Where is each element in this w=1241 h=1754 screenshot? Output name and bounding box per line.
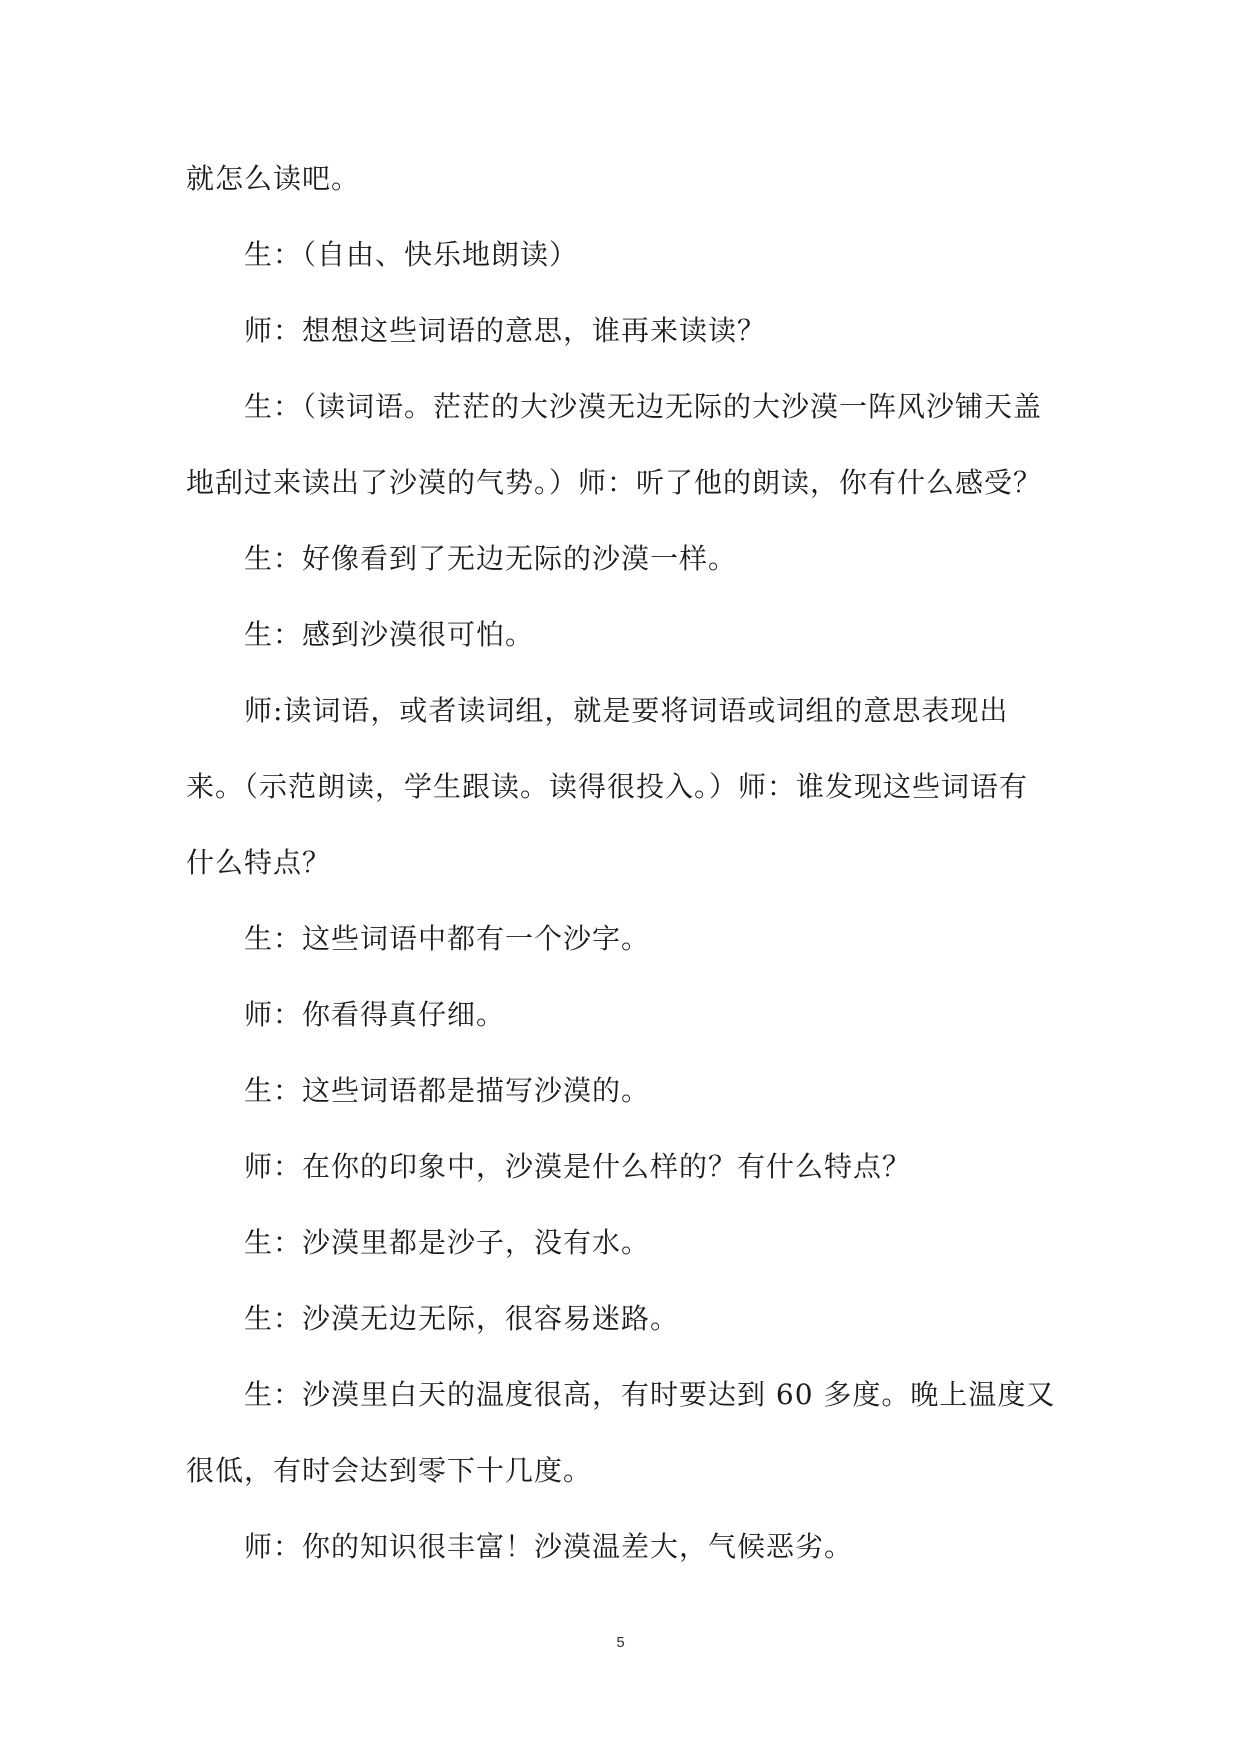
paragraph: 生：这些词语都是描写沙漠的。 (244, 1074, 651, 1107)
paragraph: 就怎么读吧。 (186, 162, 361, 195)
paragraph: 师：想想这些词语的意思，谁再来读读？ (244, 314, 767, 347)
paragraph: 生：好像看到了无边无际的沙漠一样。 (244, 542, 738, 575)
paragraph: 生：沙漠里都是沙子，没有水。 (244, 1226, 651, 1259)
page-number: 5 (616, 1634, 625, 1651)
paragraph: 师：在你的印象中，沙漠是什么样的？有什么特点？ (244, 1150, 912, 1183)
paragraph: 生：沙漠里白天的温度很高，有时要达到 60 多度。晚上温度又很低，有时会达到零下十几度。 (186, 1378, 1056, 1487)
paragraph: 生：感到沙漠很可怕。 (244, 618, 535, 651)
paragraph: 师:读词语，或者读词组，就是要将词语或词组的意思表现出来。（示范朗读，学生跟读。读得很投入。）师：谁发现这些词语有什么特点？ (186, 694, 1029, 879)
paragraph: 生：这些词语中都有一个沙字。 (244, 922, 651, 955)
paragraph: 师：你的知识很丰富！沙漠温差大，气候恶劣。 (244, 1530, 854, 1563)
paragraph: 生：（读词语。茫茫的大沙漠无边无际的大沙漠一阵风沙铺天盖地刮过来读出了沙漠的气势。）师：听了他的朗读，你有什么感受？ (186, 390, 1043, 499)
body-text (186, 141, 1056, 1585)
paragraph: 师：你看得真仔细。 (244, 998, 506, 1031)
paragraph: 生：（自由、快乐地朗读） (244, 238, 579, 271)
paragraph: 生：沙漠无边无际，很容易迷路。 (244, 1302, 680, 1335)
